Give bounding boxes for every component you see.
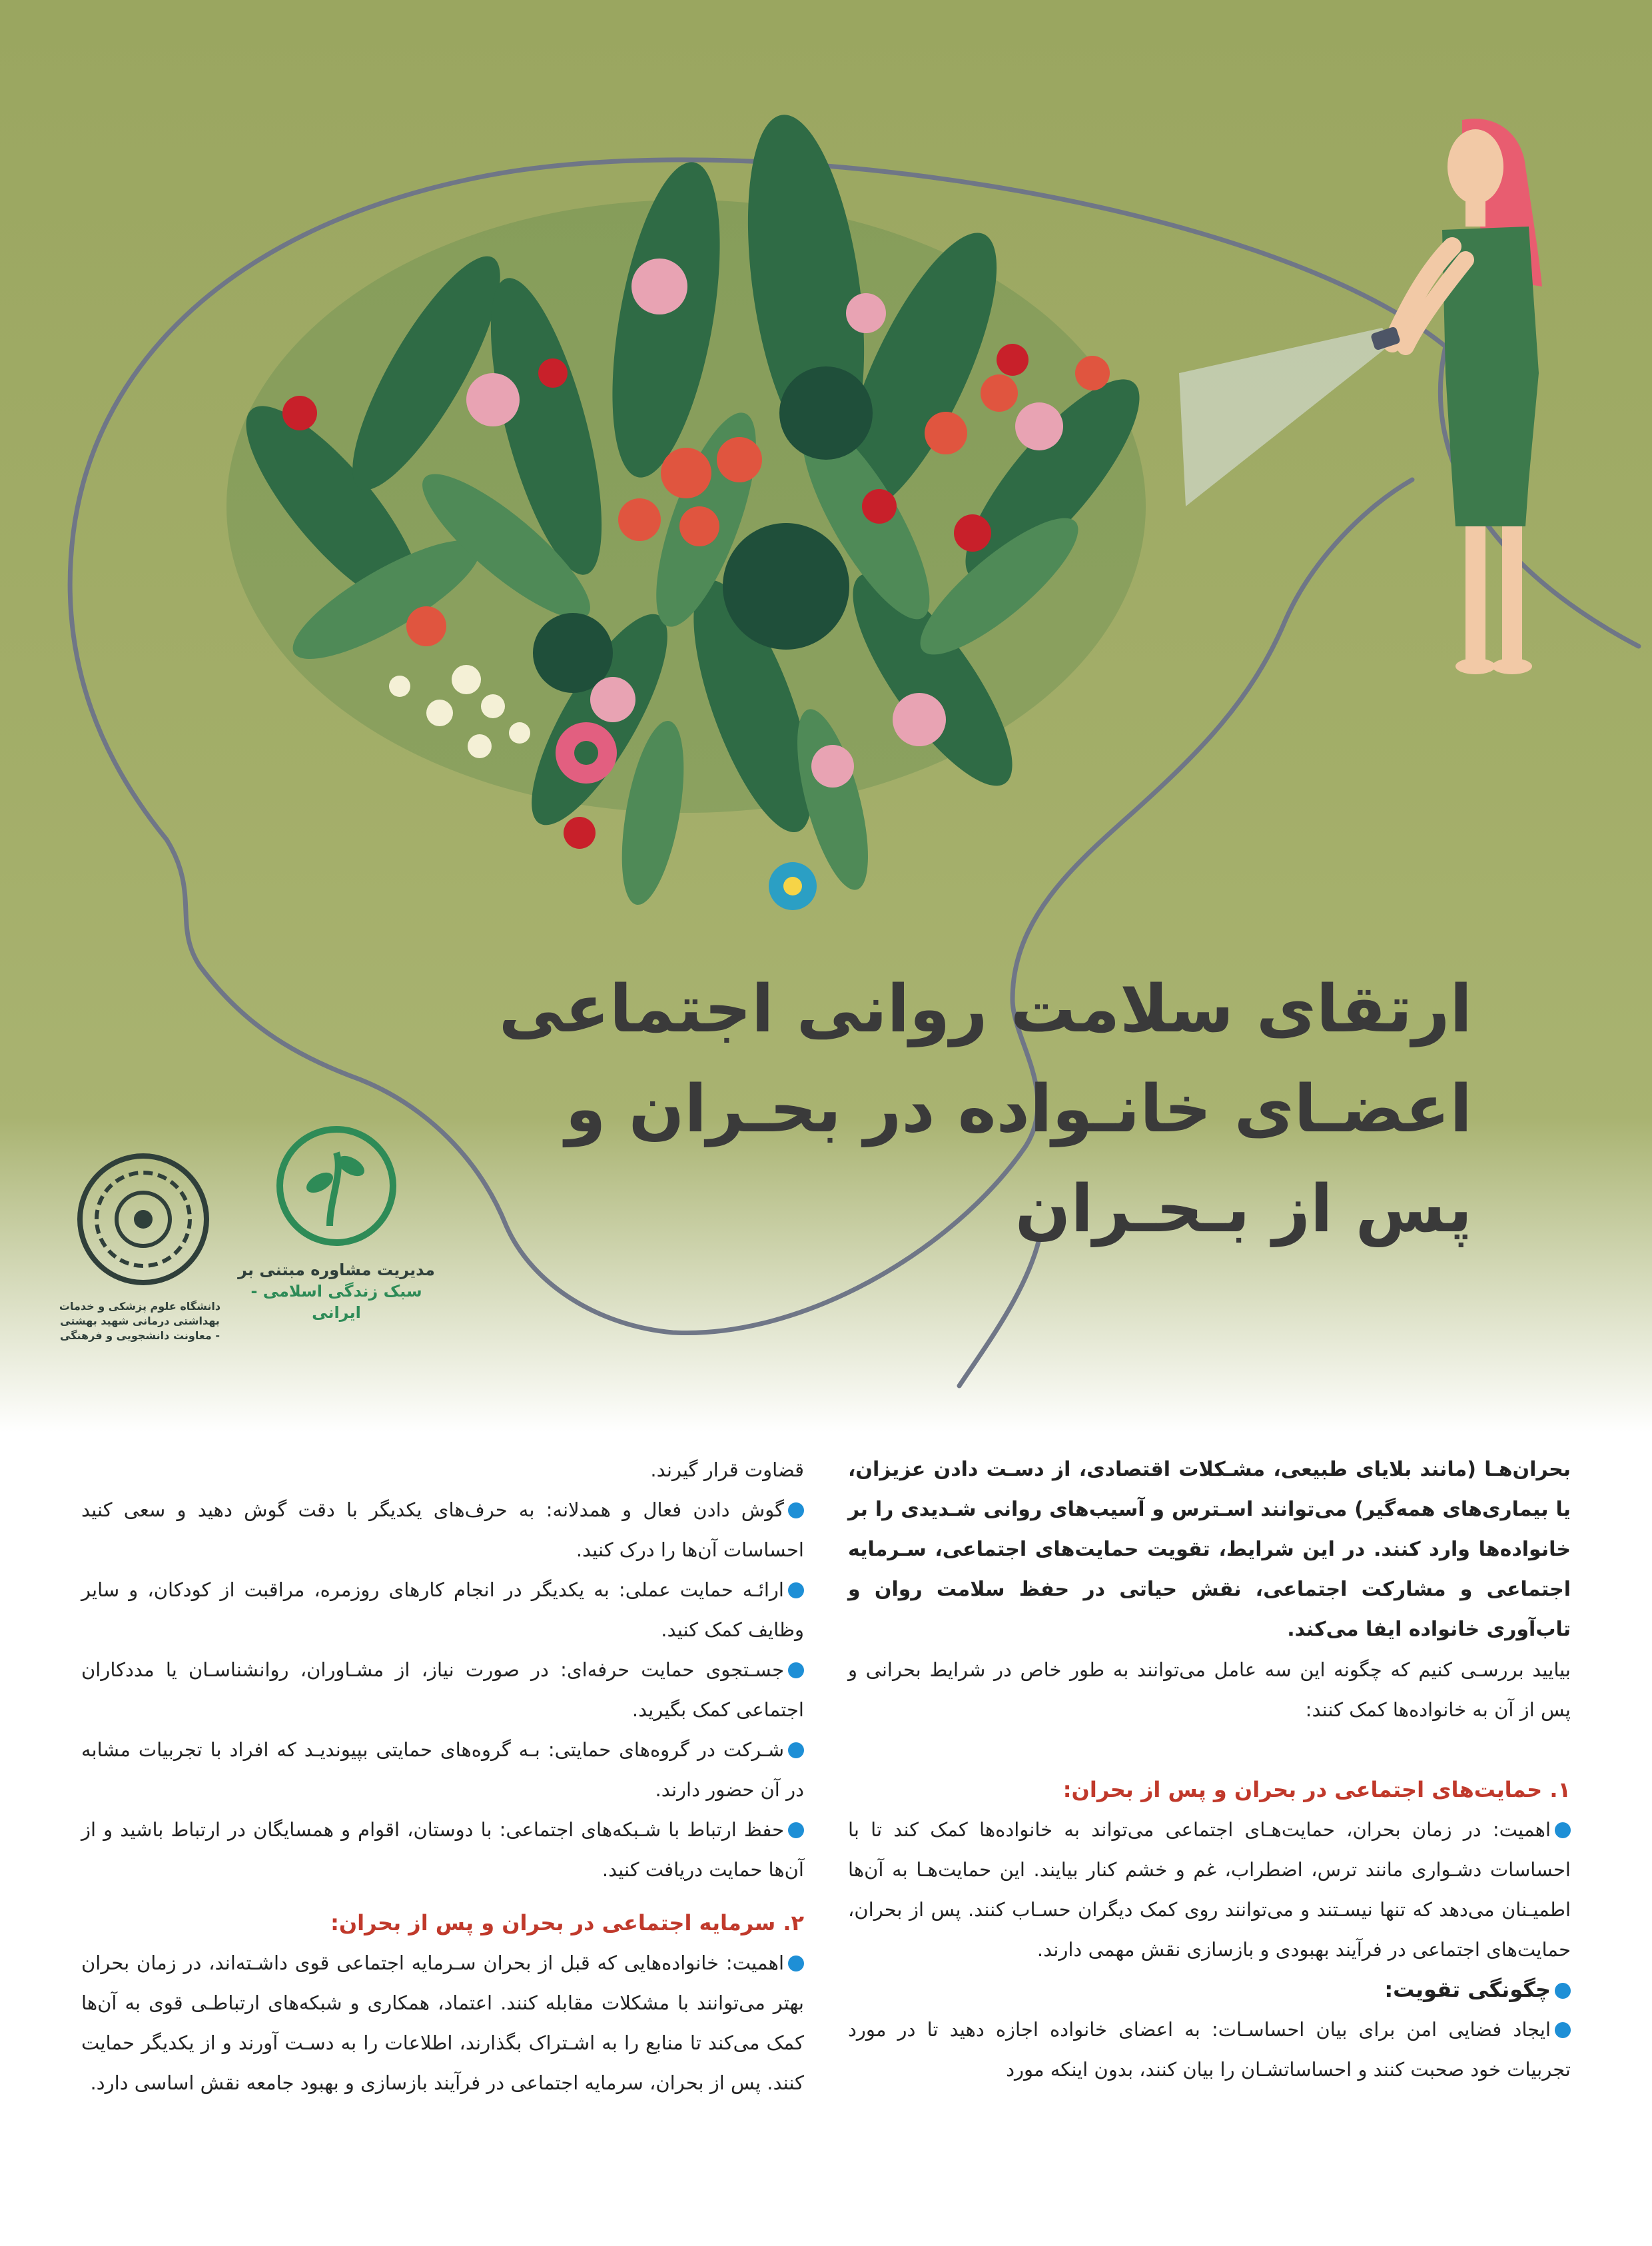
title-line-2: اعضـای خانـواده در بحـران و	[565, 1071, 1472, 1147]
how-item-4: جسـتجوی حمایت حرفه‌ای: در صورت نیاز، از مشـاوران، روانشناسـان یا مددکاران اجتماعی کمک بگیرید.	[81, 1658, 804, 1721]
bullet-dot-icon	[1555, 1822, 1571, 1838]
woman-watering-illustration	[1370, 119, 1542, 674]
how-heading: چگونگی تقویت:	[1384, 1977, 1551, 2002]
left-column	[81, 1450, 804, 2103]
bullet-dot-icon	[1555, 2022, 1571, 2038]
lead-paragraph: بیایید بررسـی کنیم که چگونه این سه عامل می‌توانند به طور خاص در شرایط بحرانی و پس از آن به خانواده‌ها کمک کنند:	[848, 1658, 1571, 1721]
right-column	[848, 1450, 1571, 2089]
title-line-3: پس از بـحـران	[1015, 1171, 1472, 1247]
section-2-heading: ۲. سرمایه اجتماعی در بحران و پس از بحران:	[330, 1910, 804, 1936]
counseling-logo-line-1: مدیریت مشاوره مبتنی بر	[238, 1261, 435, 1279]
intro-paragraph: بحران‌هـا (مانند بلایای طبیعی، مشـکلات اقتصادی، از دسـت دادن عزیزان، یا بیماری‌های همه‌گیر) می‌توانند اسـترس و آسیب‌های روانی شـدیدی را بر خانواده‌ها وارد کنند. در این شرایط، تقویت حمایت‌های اجتماعی، سـرمایه اجتماعی و مشارکت اجتماعی، نقش حیاتی در حفظ سلامت روان و تاب‌آوری خانواده ایفا می‌کند.	[848, 1458, 1571, 1641]
bullet-dot-icon	[788, 1582, 804, 1598]
how-item-5: شـرکت در گروه‌های حمایتی: بـه گروه‌های حمایتی بپیوندیـد که افراد با تجربیات مشابه در آن حضور دارند.	[81, 1738, 804, 1801]
university-logo-text: دانشگاه علوم پزشکی و خدمات بهداشتی درمانی شهید بهشتی - معاونت دانشجویی و فرهنگی	[59, 1300, 221, 1342]
section-2-importance: اهمیت: خانواده‌هایی که قبل از بحران سـرمایه اجتماعی قوی داشـته‌اند، در زمان بحران بهتر می‌توانند با مشکلات مقابله کنند. اعتماد، همکاری و شبکه‌های ارتباطـی قوی به آن‌ها کمک می‌کند تا منابع را به اشـتراک بگذارند، اطلاعات را به دسـت آورند و از یکدیگر حمایت کنند. پس از بحران، سرمایه اجتماعی در فرآیند بازسازی و بهبود جامعه نقش اساسی دارد.	[81, 1952, 804, 2094]
how-item-1: ایجاد فضایی امن برای بیان احساسـات: به اعضای خانواده اجازه دهید تا در مورد تجربیات خود صحبت کنند و احساساتشـان را بیان کنند، بدون اینکه مورد	[848, 2018, 1571, 2081]
how-item-6: حفظ ارتباط با شـبکه‌های اجتماعی: با دوستان، اقوام و همسایگان در ارتباط باشید و از آن‌ها حمایت دریافت کنید.	[81, 1818, 804, 1881]
counseling-logo-line-2: سبک زندگی اسلامی - ایرانی	[250, 1282, 422, 1322]
how-item-2: گوش دادن فعال و همدلانه: به حرف‌های یکدیگر با دقت گوش دهید و سعی کنید احساسات آن‌ها را درک کنید.	[81, 1498, 804, 1561]
poster-title	[340, 959, 1472, 1259]
bullet-dot-icon	[1555, 1983, 1571, 1999]
bullet-dot-icon	[788, 1742, 804, 1758]
counseling-center-logo	[236, 1173, 436, 1323]
bullet-dot-icon	[788, 1502, 804, 1518]
water-spray	[1179, 328, 1392, 506]
flower-brain-illustration	[221, 107, 1164, 910]
hose-tail	[959, 1239, 1039, 1386]
bullet-dot-icon	[788, 1956, 804, 1971]
title-line-1: ارتقای سلامت روانی اجتماعی	[498, 971, 1472, 1047]
bullet-dot-icon	[788, 1662, 804, 1678]
continued-text: قضاوت قرار گیرند.	[650, 1458, 804, 1481]
university-logo	[57, 1173, 223, 1343]
section-1-heading: ۱. حمایت‌های اجتماعی در بحران و پس از بحران:	[1062, 1777, 1571, 1802]
section-1-importance: اهمیت: در زمان بحران، حمایت‌هـای اجتماعی می‌تواند به خانواده‌ها کمک کند تا با احساسات دشـواری مانند ترس، اضطراب، غم و خشم کنار بیایند. این حمایت‌هـا به آن‌ها اطمیـنان می‌دهد که تنها نیسـتند و می‌توانند روی کمک دیگران حسـاب کنند. پس از بحران، حمایت‌های اجتماعی در فرآیند بهبودی و بازسازی نقش مهمی دارند.	[848, 1818, 1571, 1961]
bullet-dot-icon	[788, 1822, 804, 1838]
how-item-3: ارائـه حمایت عملی: به یکدیگر در انجام کارهای روزمره، مراقبت از کودکان، و سایر وظایف کمک کنید.	[81, 1578, 804, 1641]
